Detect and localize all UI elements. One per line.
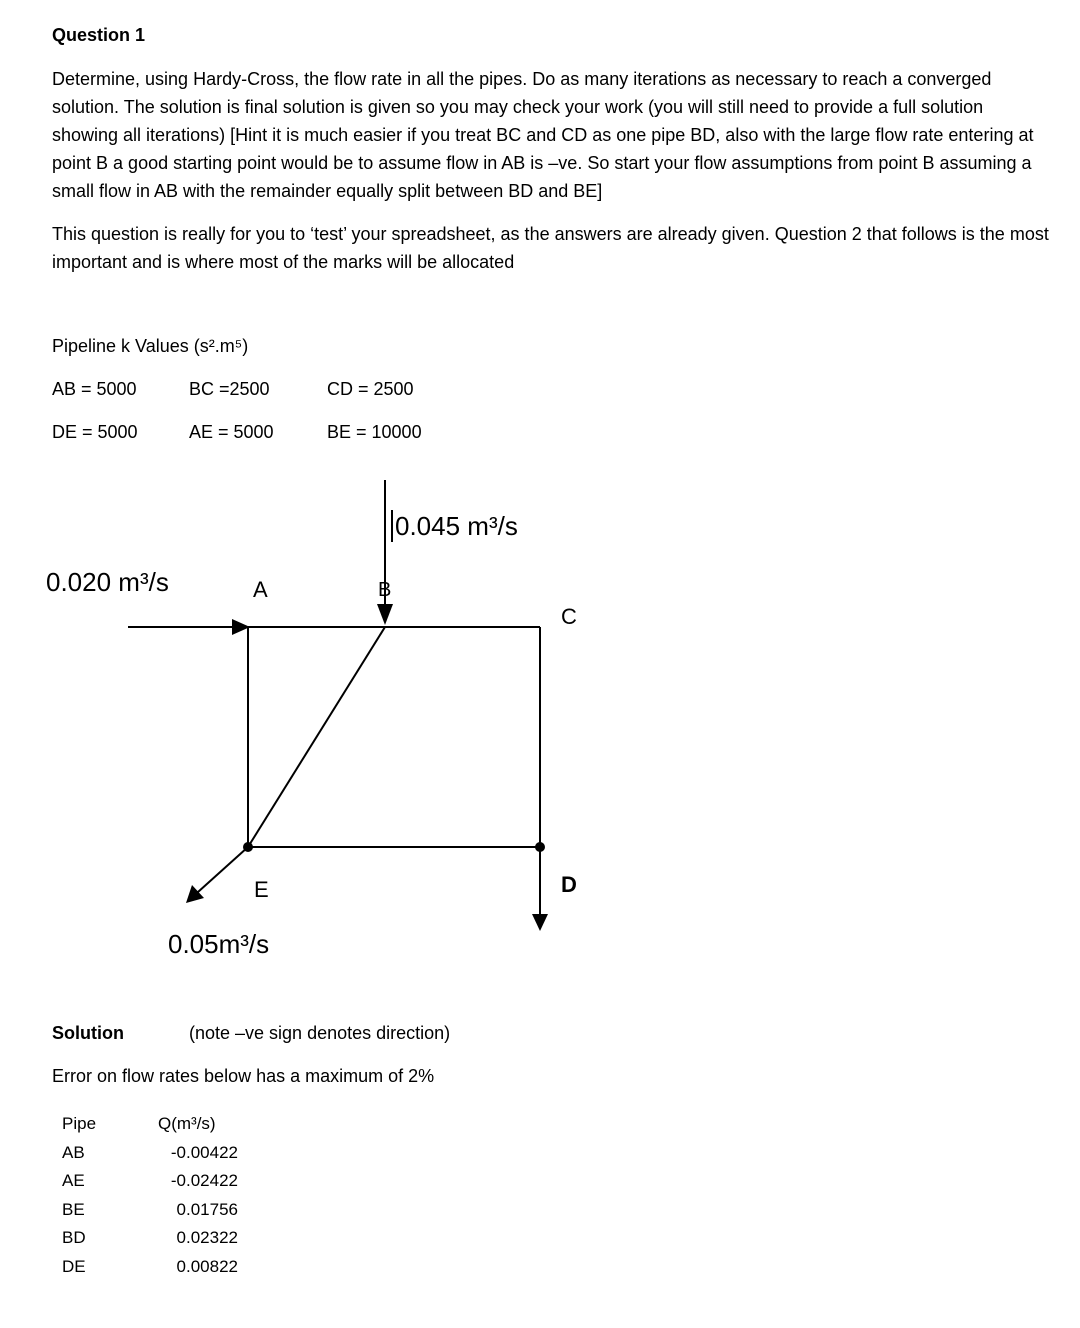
pipe-cell: DE [62, 1256, 86, 1276]
k-value-be: BE = 10000 [327, 422, 422, 442]
node-a-label: A [253, 577, 268, 602]
k-value-ab: AB = 5000 [52, 379, 137, 399]
k-value-ae: AE = 5000 [189, 422, 274, 442]
solution-note: (note –ve sign denotes direction) [189, 1023, 451, 1043]
outflow-e-line [198, 847, 248, 892]
node-d-label: D [561, 872, 577, 897]
inflow-b-label: 0.045 m³/s [391, 510, 518, 542]
pipe-cell: AE [62, 1171, 85, 1190]
node-e-dot [243, 842, 253, 852]
q-cell: -0.00422 [170, 1142, 238, 1162]
node-e-label: E [254, 877, 269, 902]
k-value-cd: CD = 2500 [327, 379, 414, 399]
table-row [62, 1224, 262, 1253]
k-value-bc: BC =2500 [189, 379, 270, 399]
solution-table [62, 1110, 262, 1281]
pipe-cell: AB [62, 1142, 85, 1162]
pipe-cell: BE [62, 1199, 85, 1219]
node-c-label: C [561, 604, 577, 629]
solution-error-note: Error on flow rates below has a maximum of 2% [52, 1066, 435, 1086]
q-cell: 0.00822 [176, 1256, 238, 1276]
question-title: Question 1 [52, 25, 146, 45]
table-row [62, 1139, 262, 1168]
table-row [62, 1196, 262, 1225]
col-header-pipe: Pipe [62, 1114, 97, 1133]
q-cell: -0.02422 [170, 1171, 238, 1190]
node-b-label: B [378, 579, 392, 601]
outflow-e-label: 0.05m³/s [168, 929, 270, 959]
question-paragraph-1: Determine, using Hardy-Cross, the flow rate in all the pipes. Do as many iterations as necessary to reach a converged solution. The solution is final solution is given so you may check your work (you will still need to provide a full solution showing all iterations) [Hint it is much easier if you treat BC and CD as one pipe BD, also with the large flow rate entering at point B a good starting point would be to assume flow in AB is –ve. So start your flow assumptions from point B assuming a small flow in AB with the remainder equally split between BD and BE] [52, 69, 1034, 201]
table-row [62, 1253, 262, 1282]
inflow-a-label: 0.020 m³/s [46, 567, 169, 597]
table-row [62, 1167, 262, 1196]
solution-heading: Solution [52, 1023, 124, 1043]
k-value-de: DE = 5000 [52, 422, 138, 442]
table-header-row [62, 1110, 262, 1139]
pipe-be [248, 627, 385, 847]
question-paragraph-2: This question is really for you to ‘test’ your spreadsheet, as the answers are already given. Question 2 that follows is the most important and is where most of the marks will be allocated [52, 224, 1049, 272]
inflow-b-arrowhead [377, 604, 393, 625]
k-values-heading: Pipeline k Values (s².m⁵) [52, 336, 249, 356]
outflow-d-arrowhead [532, 914, 548, 931]
q-cell: 0.02322 [176, 1228, 238, 1247]
pipe-cell: BD [62, 1228, 86, 1247]
col-header-q: Q(m³/s) [158, 1114, 216, 1133]
node-d-dot [535, 842, 545, 852]
q-cell: 0.01756 [176, 1199, 238, 1219]
